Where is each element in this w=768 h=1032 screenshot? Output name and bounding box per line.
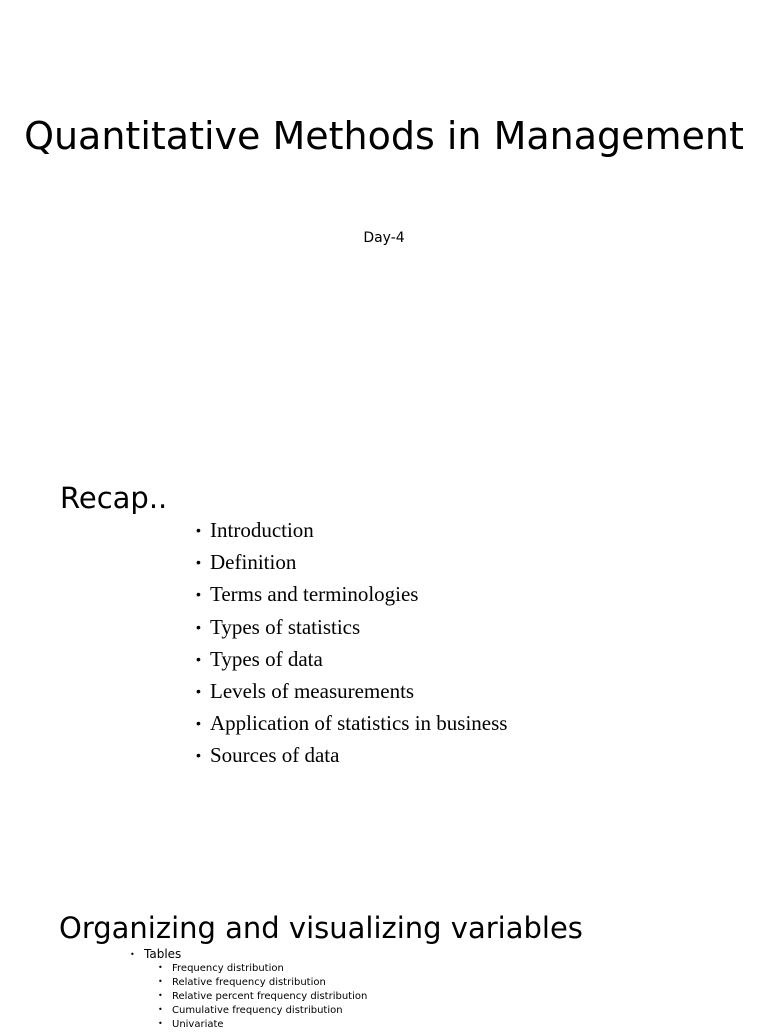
title-slide [0, 0, 768, 430]
slide-title: Recap.. [60, 481, 168, 515]
list-item-text: Relative percent frequency distribution [172, 991, 368, 1002]
bullet-icon: • [196, 682, 201, 699]
bullet-icon: • [196, 618, 201, 635]
list-item-text: Definition [210, 550, 297, 575]
list-item [196, 675, 507, 707]
bullet-icon: • [158, 1005, 163, 1014]
bullet-list [196, 514, 507, 772]
list-item-text: Application of statistics in business [210, 711, 508, 736]
list-item [196, 611, 507, 643]
bullet-icon: • [196, 522, 201, 538]
slide-title: Quantitative Methods in Management [24, 114, 744, 158]
bullet-icon: • [196, 650, 201, 667]
bullet-icon: • [196, 715, 201, 732]
list-item [196, 707, 507, 739]
list-item [158, 961, 367, 975]
bullet-icon: • [158, 991, 163, 1000]
organizing-slide [0, 860, 768, 1030]
list-item [158, 989, 367, 1003]
bullet-icon: • [130, 950, 135, 959]
list-item [196, 739, 507, 771]
list-item-text: Types of data [210, 646, 323, 671]
list-item-text: Cumulative frequency distribution [172, 1005, 343, 1016]
slide-subtitle: Day-4 [363, 230, 405, 246]
list-item [158, 975, 367, 989]
list-item-text: Introduction [210, 518, 314, 542]
list-item [196, 578, 507, 610]
list-item-text: Frequency distribution [172, 963, 284, 974]
bullet-icon: • [158, 963, 163, 972]
recap-slide [0, 430, 768, 860]
bullet-icon: • [196, 554, 201, 571]
list-item [196, 514, 507, 546]
bullet-icon: • [196, 747, 201, 764]
list-item [196, 546, 507, 578]
list-item-text: Levels of measurements [210, 678, 415, 703]
list-item-text: Sources of data [210, 743, 340, 768]
bullet-icon: • [196, 586, 201, 603]
sub-bullet-list [158, 961, 367, 1031]
list-item [158, 1003, 367, 1017]
bullet-icon: • [158, 1019, 163, 1028]
list-item-text: Terms and terminologies [210, 582, 419, 607]
list-item-text: Univariate [172, 1019, 224, 1030]
list-item [196, 643, 507, 675]
slide-title: Organizing and visualizing variables [59, 911, 583, 945]
bullet-icon: • [158, 977, 163, 986]
list-item [158, 1017, 367, 1031]
list-item-text: Relative frequency distribution [172, 977, 326, 988]
list-item-text: Types of statistics [210, 614, 361, 639]
list-item-text: Tables [144, 947, 182, 961]
